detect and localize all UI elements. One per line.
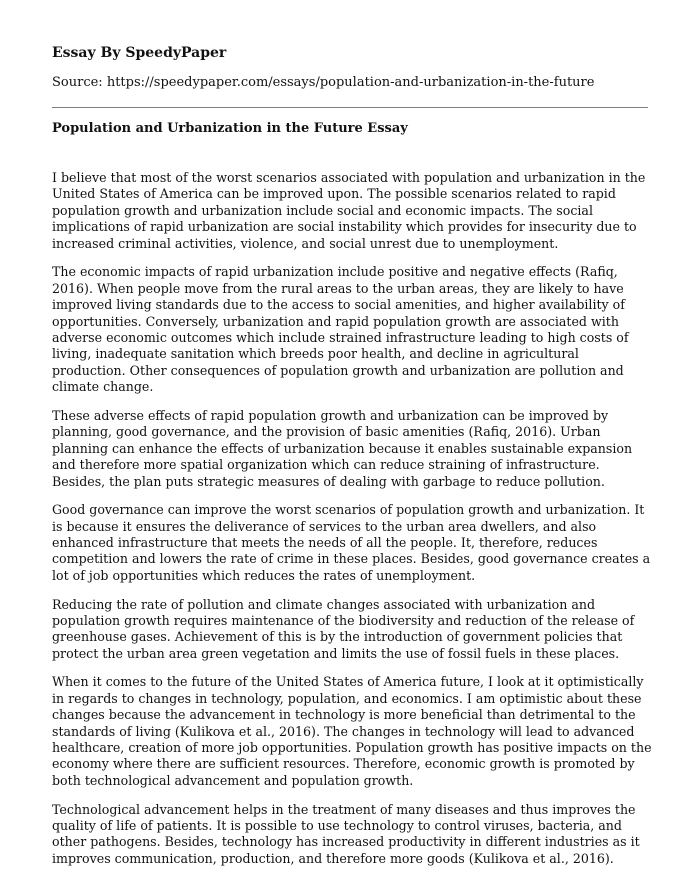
source-url[interactable]: https://speedypaper.com/essays/population-and-urbanization-in-the-future [106,75,595,90]
document-header [52,44,652,92]
header-title: Essay By SpeedyPaper [52,45,227,61]
essay-paragraph: Reducing the rate of pollution and climate changes associated with urbanization and population growth requires maintenance of the biodiversity and reduction of the release of greenhouse gases. Achievement of this is by the introduction of government policies that protect the urban area green vegetation and limits the use of fossil fuels in these places. [52,596,635,661]
essay-title: Population and Urbanization in the Future Essay [52,121,408,136]
source-label: Source: [52,75,103,90]
source-line [52,74,652,92]
essay-paragraph: The economic impacts of rapid urbanization include positive and negative effects (Rafiq, 2016). When people move from the rural areas to the urban areas, they are likely to have improved living standards due to the access to social amenities, and higher availability of opportunities. Conversely, urbanization and rapid population growth are associated with adverse economic outcomes which include strained infrastructure leading to high costs of living, inadequate sanitation which breeds poor health, and decline in agricultural production. Other consequences of population growth and urbanization are pollution and climate change. [52,264,629,395]
essay-paragraph: These adverse effects of rapid population growth and urbanization can be improved by planning, good governance, and the provision of basic amenities (Rafiq, 2016). Urban planning can enhance the effects of urbanization because it enables sustainable expansion and therefore more spatial organization which can reduce straining of infrastructure. Besides, the plan puts strategic measures of dealing with garbage to reduce pollution. [52,407,633,489]
essay-body [52,170,652,880]
essay-paragraph: When it comes to the future of the United States of America future, I look at it optimistically in regards to changes in technology, population, and economics. I am optimistic about these changes because the advancement in technology is more beneficial than detrimental to the standards of living (Kulikova et al., 2016). The changes in technology will lead to advanced healthcare, creation of more job opportunities. Population growth has positive impacts on the economy where there are sufficient resources. Therefore, economic growth is promoted by both technological advancement and population growth. [52,674,652,788]
essay-paragraph: Technological advancement helps in the treatment of many diseases and thus improves the quality of life of patients. It is possible to use technology to control viruses, bacteria, and other pathogens. Besides, technology has increased productivity in different industries as it improves communication, production, and therefore more goods (Kulikova et al., 2016). [52,801,640,866]
essay-paragraph: Good governance can improve the worst scenarios of population growth and urbanization. It is because it ensures the deliverance of services to the urban area dwellers, and also enhanced infrastructure that meets the needs of all the people. It, therefore, reduces competition and lowers the rate of crime in these places. Besides, good governance creates a lot of job opportunities which reduces the rates of unemployment. [52,502,651,583]
essay-paragraph: I believe that most of the worst scenarios associated with population and urbanization in the United States of America can be improved upon. The possible scenarios related to rapid population growth and urbanization include social and economic impacts. The social implications of rapid urbanization are social instability which provides for insecurity due to increased criminal activities, violence, and social unrest due to unemployment. [52,170,646,251]
header-divider [52,107,648,108]
